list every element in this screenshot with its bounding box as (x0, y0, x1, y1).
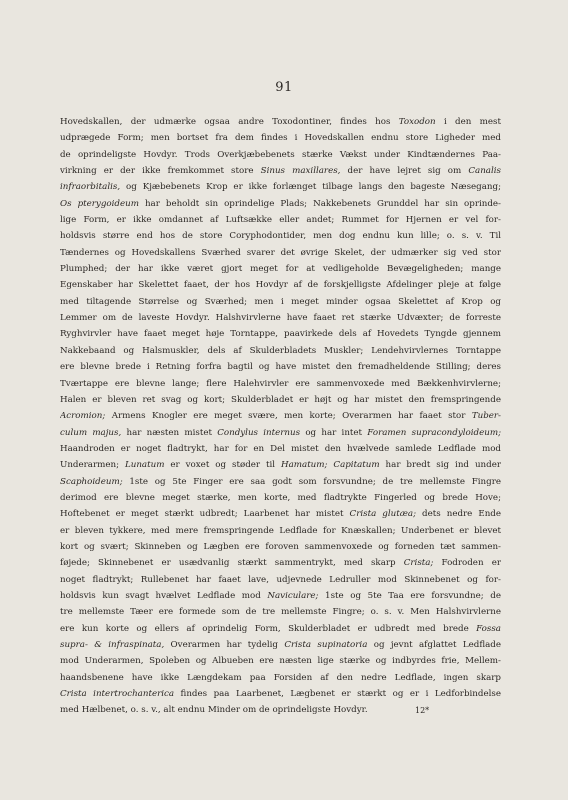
text-segment: er voxet og støder til (164, 460, 282, 471)
text-line (60, 245, 501, 261)
text-line (60, 523, 501, 539)
text-line (60, 425, 501, 441)
text-line (60, 588, 501, 604)
text-line (60, 310, 501, 326)
italic-term: Lunatum (124, 460, 165, 471)
signature-mark: 12* (415, 706, 430, 715)
text-line (60, 555, 501, 571)
text-segment: lige Form, er ikke omdannet af Luftsække eller andet; Rummet for Hjernen er vel for- (60, 215, 501, 226)
text-segment: mod Underarmen, Spoleben og Albueben ere næsten lige stærke og indbyrdes frie, Mellem- (60, 656, 501, 667)
text-segment: har næsten mistet (121, 427, 218, 438)
text-line (60, 392, 501, 408)
text-line (60, 686, 501, 702)
text-segment: ere kun korte og ellers af oprindelig Form, Skulderbladet er udbredt med brede (60, 623, 477, 634)
text-line (60, 408, 501, 424)
text-segment: og Kjæbebenets Krop er ikke forlænget tilbage langs den bageste Næsegang; (120, 182, 501, 193)
text-line (60, 114, 501, 130)
text-segment: Underarmen; (60, 460, 125, 471)
text-line (60, 163, 501, 179)
italic-term: Tuber- (471, 411, 501, 422)
text-line (60, 376, 501, 392)
text-segment: Fodroden er (433, 558, 501, 569)
text-line (60, 637, 501, 653)
text-segment: Hoftebenet er meget stærkt udbredt; Laarbenet har mistet (60, 509, 350, 520)
text-line (60, 539, 501, 555)
text-segment: og jevnt afglattet Ledflade (367, 640, 501, 650)
text-line (60, 572, 501, 588)
italic-term: Scaphoideum; (60, 476, 123, 487)
text-segment: holdsvis større end hos de store Coryphodontider, men dog endnu kun lille; o. s. v. Til (60, 231, 501, 242)
text-segment: derimod ere blevne meget stærke, men korte, med fladtrykte Fingerled og brede Hove; (60, 492, 501, 503)
italic-term: Foramen supracondyloideum; (367, 427, 501, 438)
text-segment: Egenskaber har Skelettet faaet, der hos Hovdyr af de forskjelligste Afdelinger pleje at følge (60, 280, 501, 291)
text-segment: Lemmer om de laveste Hovdyr. Halshvirvlerne have faaet ret stærke Udvæxter; de forreste (60, 313, 501, 324)
text-line (60, 359, 501, 375)
italic-term: Crista intertrochanterica (60, 689, 175, 700)
text-segment: haandsbenene have ikke Længdekam paa Forsiden af den nedre Ledflade, ingen skarp (60, 672, 501, 683)
italic-term: Toxodon (398, 117, 436, 127)
text-segment: 1ste og 5te Finger ere saa godt som forsvundne; de tre mellemste Fingre (122, 476, 501, 487)
text-line (60, 179, 501, 195)
page-number: 91 (275, 80, 293, 95)
text-segment: dets nedre Ende (416, 509, 501, 520)
text-segment: har beholdt sin oprindelige Plads; Nakkebenets Grunddel har sin oprinde- (138, 198, 501, 209)
italic-term: Crista; (403, 558, 434, 569)
text-segment: Ryghvirvler have faaet meget høje Torntappe, paavirkede dels af Hovedets Tyngde gjennem (60, 329, 501, 340)
italic-term: Condylus internus (217, 427, 301, 438)
text-line (60, 457, 501, 473)
text-segment: 1ste og 5te Taa ere forsvundne; de (318, 590, 501, 601)
text-segment: med tiltagende Størrelse og Sværhed; men i meget minder ogsaa Skelettet af Krop og (60, 296, 501, 307)
text-segment: tre mellemste Tæer ere formede som de tre mellemste Fingre; o. s. v. Men Halshvirvlerne (60, 607, 501, 618)
italic-term: Hamatum; (281, 460, 328, 471)
italic-term: supra- & infraspinata, (60, 640, 165, 650)
text-line (60, 326, 501, 342)
italic-term: infraorbitalis, (60, 182, 121, 193)
italic-term: Acromion; (60, 411, 106, 422)
text-segment: Plumphed; der har ikke været gjort meget for at vedligeholde Bevægeligheden; mange (60, 264, 501, 275)
text-segment: kort og svært; Skinneben og Lægben ere foroven sammenvoxede og forneden tæt sammen- (60, 541, 501, 552)
text-line (60, 653, 501, 669)
text-segment: i den mest (435, 117, 501, 127)
text-line (60, 490, 501, 506)
text-segment: Armens Knogler ere meget svære, men korte; Overarmen har faaet stor (105, 411, 472, 422)
italic-term: Fossa (476, 623, 501, 634)
text-line (60, 604, 501, 620)
text-line (60, 474, 501, 490)
text-segment: er bleven tykkere, med mere fremspringende Ledflade for Knæskallen; Underbenet er blevet (60, 525, 501, 536)
italic-term: Capitatum (333, 460, 380, 471)
text-line (60, 196, 501, 212)
italic-term: Crista supinatoria (284, 640, 368, 650)
text-segment: føjede; Skinnebenet er usædvanlig stærkt sammentrykt, med skarp (60, 558, 404, 569)
text-line (60, 212, 501, 228)
text-line (60, 441, 501, 457)
italic-term: Naviculare; (267, 590, 319, 601)
text-line (60, 294, 501, 310)
text-segment: de oprindeligste Hovdyr. Trods Overkjæbebenets stærke Vækst under Kindtændernes Paa- (60, 149, 501, 160)
text-segment: med Hælbenet, o. s. v., alt endnu Minder om de oprindeligste Hovdyr. (60, 705, 368, 716)
italic-term: culum majus, (60, 427, 122, 438)
text-line (60, 702, 501, 718)
text-segment: Halen er bleven ret svag og kort; Skulderbladet er højt og har mistet den fremspringende (60, 394, 501, 405)
text-segment: noget fladtrykt; Rullebenet har faaet lave, udjevnede Ledruller mod Skinnebenet og for- (60, 574, 501, 585)
text-segment: og har intet (300, 427, 368, 438)
text-line (60, 147, 501, 163)
text-segment: ere blevne brede i Retning forfra bagtil og have mistet den fremadheldende Stilling; deres (60, 362, 501, 373)
text-segment: holdsvis kun svagt hvælvet Ledflade mod (60, 590, 268, 601)
italic-term: Os pterygoideum (60, 198, 139, 209)
text-segment: Tændernes og Hovedskallens Sværhed svarer det øvrige Skelet, der udmærker sig ved stor (60, 247, 501, 258)
text-line (60, 130, 501, 146)
text-segment: der have lejret sig om (340, 166, 469, 177)
italic-term: Crista glutæa; (349, 509, 416, 520)
text-segment: virkning er der ikke fremkommet store (60, 166, 261, 177)
text-line (60, 261, 501, 277)
text-segment: findes paa Laarbenet, Lægbenet er stærkt og er i Ledforbindelse (174, 689, 501, 700)
text-line (60, 621, 501, 637)
italic-term: Canalis (468, 166, 501, 177)
text-line (60, 506, 501, 522)
text-line (60, 228, 501, 244)
text-segment: udprægede Form; men bortset fra dem findes i Hovedskallen endnu store Ligheder med (60, 133, 501, 144)
text-line (60, 343, 501, 359)
text-segment: Tværtappe ere blevne lange; flere Halehvirvler ere sammenvoxede med Bækkenhvirvlerne; (60, 378, 501, 389)
italic-term: Sinus maxillares, (260, 166, 341, 177)
text-segment: Hovedskallen, der udmærke ogsaa andre Toxodontiner, findes hos (60, 117, 399, 127)
text-segment: Overarmen har tydelig (164, 640, 285, 650)
text-segment: har bredt sig ind under (379, 460, 501, 471)
text-segment: Haandroden er noget fladtrykt, har for en Del mistet den hvælvede samlede Ledflade mod (60, 443, 501, 454)
text-line (60, 277, 501, 293)
text-line (60, 670, 501, 686)
body-text (60, 114, 501, 719)
text-segment: Nakkebaand og Halsmuskler, dels af Skulderbladets Muskler; Lendehvirvlernes Torntappe (60, 345, 501, 356)
